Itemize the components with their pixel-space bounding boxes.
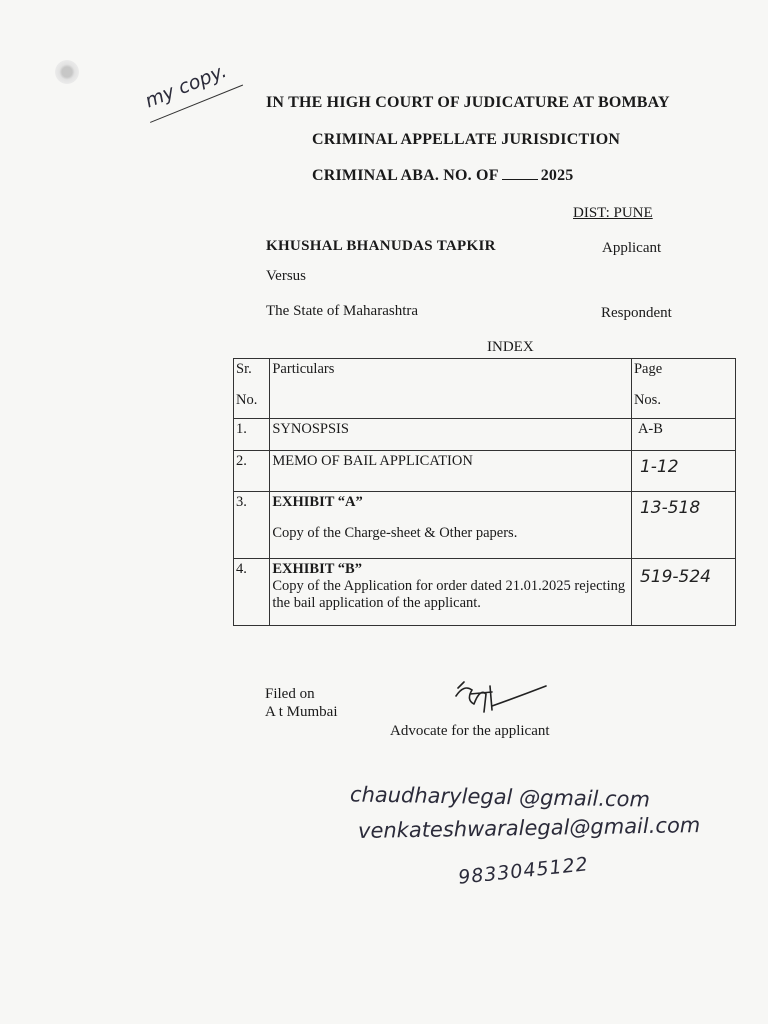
- versus-label: Versus: [266, 268, 306, 284]
- row-pages: 519-524: [631, 559, 735, 626]
- filed-place: A t Mumbai: [265, 704, 338, 720]
- row-sr: 2.: [234, 451, 270, 492]
- advocate-signature: [450, 676, 560, 721]
- row-particulars: [270, 559, 632, 626]
- row-sr: 1.: [234, 419, 270, 451]
- row-pages: 13-518: [631, 492, 735, 559]
- district-label: DIST: PUNE: [573, 205, 653, 221]
- exhibit-detail: Copy of the Charge-sheet & Other papers.: [272, 525, 518, 541]
- punch-mark: [55, 60, 79, 84]
- filed-on-label: Filed on: [265, 686, 315, 702]
- table-row: [234, 419, 736, 451]
- case-number-blank: [502, 179, 538, 180]
- table-row: [234, 451, 736, 492]
- row-pages: 1-12: [631, 451, 735, 492]
- handwritten-phone: 9833045122: [457, 853, 590, 889]
- my-copy-annotation: my copy.: [142, 59, 230, 113]
- case-year: 2025: [540, 167, 574, 184]
- row-sr: 3.: [234, 492, 270, 559]
- row-particulars: SYNOSPSIS: [270, 419, 632, 451]
- court-title: IN THE HIGH COURT OF JUDICATURE AT BOMBAY: [266, 94, 670, 111]
- jurisdiction-title: CRIMINAL APPELLATE JURISDICTION: [312, 131, 621, 148]
- applicant-name: KHUSHAL BHANUDAS TAPKIR: [266, 238, 496, 254]
- table-row: [234, 492, 736, 559]
- index-table: [233, 358, 736, 626]
- table-row: [234, 559, 736, 626]
- index-title: INDEX: [487, 339, 534, 355]
- exhibit-title: EXHIBIT “A”: [272, 494, 363, 510]
- row-sr: 4.: [234, 559, 270, 626]
- case-prefix: CRIMINAL ABA. NO. OF: [312, 167, 499, 184]
- filing-info: [265, 685, 338, 721]
- handwritten-email-2: venkateshwaralegal@gmail.com: [357, 813, 701, 843]
- exhibit-detail: Copy of the Application for order dated 21.01.2025 rejecting the bail application of the applicant.: [272, 578, 626, 611]
- applicant-role: Applicant: [602, 240, 662, 256]
- header-sr: Sr. No.: [234, 359, 270, 419]
- table-header-row: [234, 359, 736, 419]
- handwritten-email-1: chaudharylegal @gmail.com: [349, 782, 651, 812]
- case-number: [312, 167, 574, 185]
- row-pages: A-B: [631, 419, 735, 451]
- row-particulars: [270, 492, 632, 559]
- exhibit-title: EXHIBIT “B”: [272, 561, 362, 577]
- header-pages: Page Nos.: [631, 359, 735, 419]
- header-particulars: Particulars: [270, 359, 632, 419]
- advocate-label: Advocate for the applicant: [390, 723, 550, 739]
- respondent-role: Respondent: [601, 305, 672, 321]
- respondent-name: The State of Maharashtra: [266, 303, 419, 319]
- row-particulars: MEMO OF BAIL APPLICATION: [270, 451, 632, 492]
